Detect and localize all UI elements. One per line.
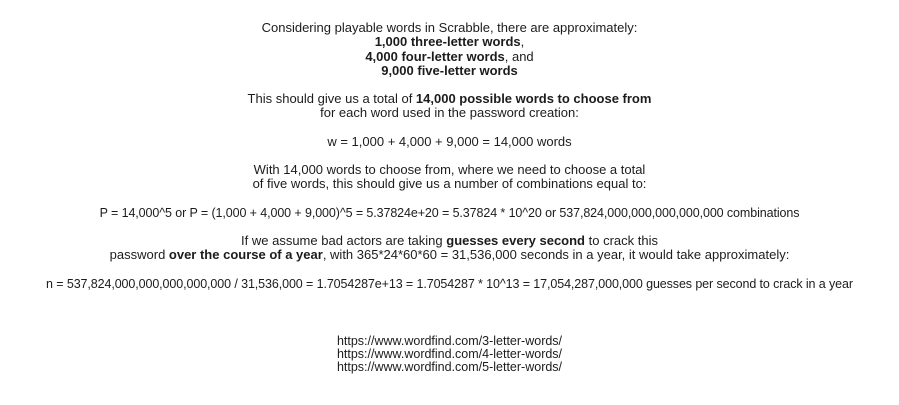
combinations-intro-line1: With 14,000 words to choose from, where we need to choose a total	[253, 162, 646, 178]
cracking-line2-prefix: password	[109, 247, 169, 263]
total-words-bold: 14,000 possible words to choose from	[415, 91, 652, 107]
cracking-paragraph	[0, 234, 899, 263]
source-url-3-letter-words: https://www.wordfind.com/3-letter-words/	[336, 333, 563, 348]
cracking-line1-suffix: to crack this	[585, 232, 658, 248]
three-letter-words-tail: ,	[520, 34, 525, 50]
cracking-line2-bold: over the course of a year	[168, 247, 323, 263]
combinations-equation	[0, 206, 899, 220]
cracking-equation	[0, 277, 899, 291]
intro-line: Considering playable words in Scrabble, there are approximately:	[261, 20, 638, 35]
total-words-paragraph	[0, 92, 899, 121]
source-links	[0, 335, 899, 374]
four-letter-words-count: 4,000 four-letter words	[365, 48, 505, 64]
source-url-5-letter-words: https://www.wordfind.com/5-letter-words/	[336, 359, 563, 374]
word-equation	[0, 135, 899, 149]
cracking-line2-suffix: , with 365*24*60*60 = 31,536,000 seconds in a year, it would take approximately:	[322, 247, 790, 263]
cracking-line1-bold: guesses every second	[446, 232, 585, 248]
combinations-intro-paragraph	[0, 163, 899, 192]
combinations-equation-text: P = 14,000^5 or P = (1,000 + 4,000 + 9,000)^5 = 5.37824e+20 = 5.37824 * 10^20 or 537,824,000,000,000,000,000 combinations	[99, 205, 800, 220]
word-equation-text: w = 1,000 + 4,000 + 9,000 = 14,000 words	[327, 133, 572, 149]
total-words-prefix: This should give us a total of	[247, 91, 416, 107]
source-url-4-letter-words: https://www.wordfind.com/4-letter-words/	[336, 346, 563, 361]
cracking-line1-prefix: If we assume bad actors are taking	[241, 232, 447, 248]
three-letter-words-count: 1,000 three-letter words	[374, 34, 521, 50]
total-words-line2: for each word used in the password creation:	[320, 105, 579, 121]
four-letter-words-tail: , and	[504, 48, 534, 64]
cracking-equation-text: n = 537,824,000,000,000,000,000 / 31,536,000 = 1.7054287e+13 = 1.7054287 * 10^13 = 17,054,287,000,000 guesses per second to crack in a year	[46, 276, 853, 291]
intro-paragraph	[0, 21, 899, 78]
five-letter-words-count: 9,000 five-letter words	[381, 62, 518, 78]
combinations-intro-line2: of five words, this should give us a number of combinations equal to:	[252, 176, 647, 192]
